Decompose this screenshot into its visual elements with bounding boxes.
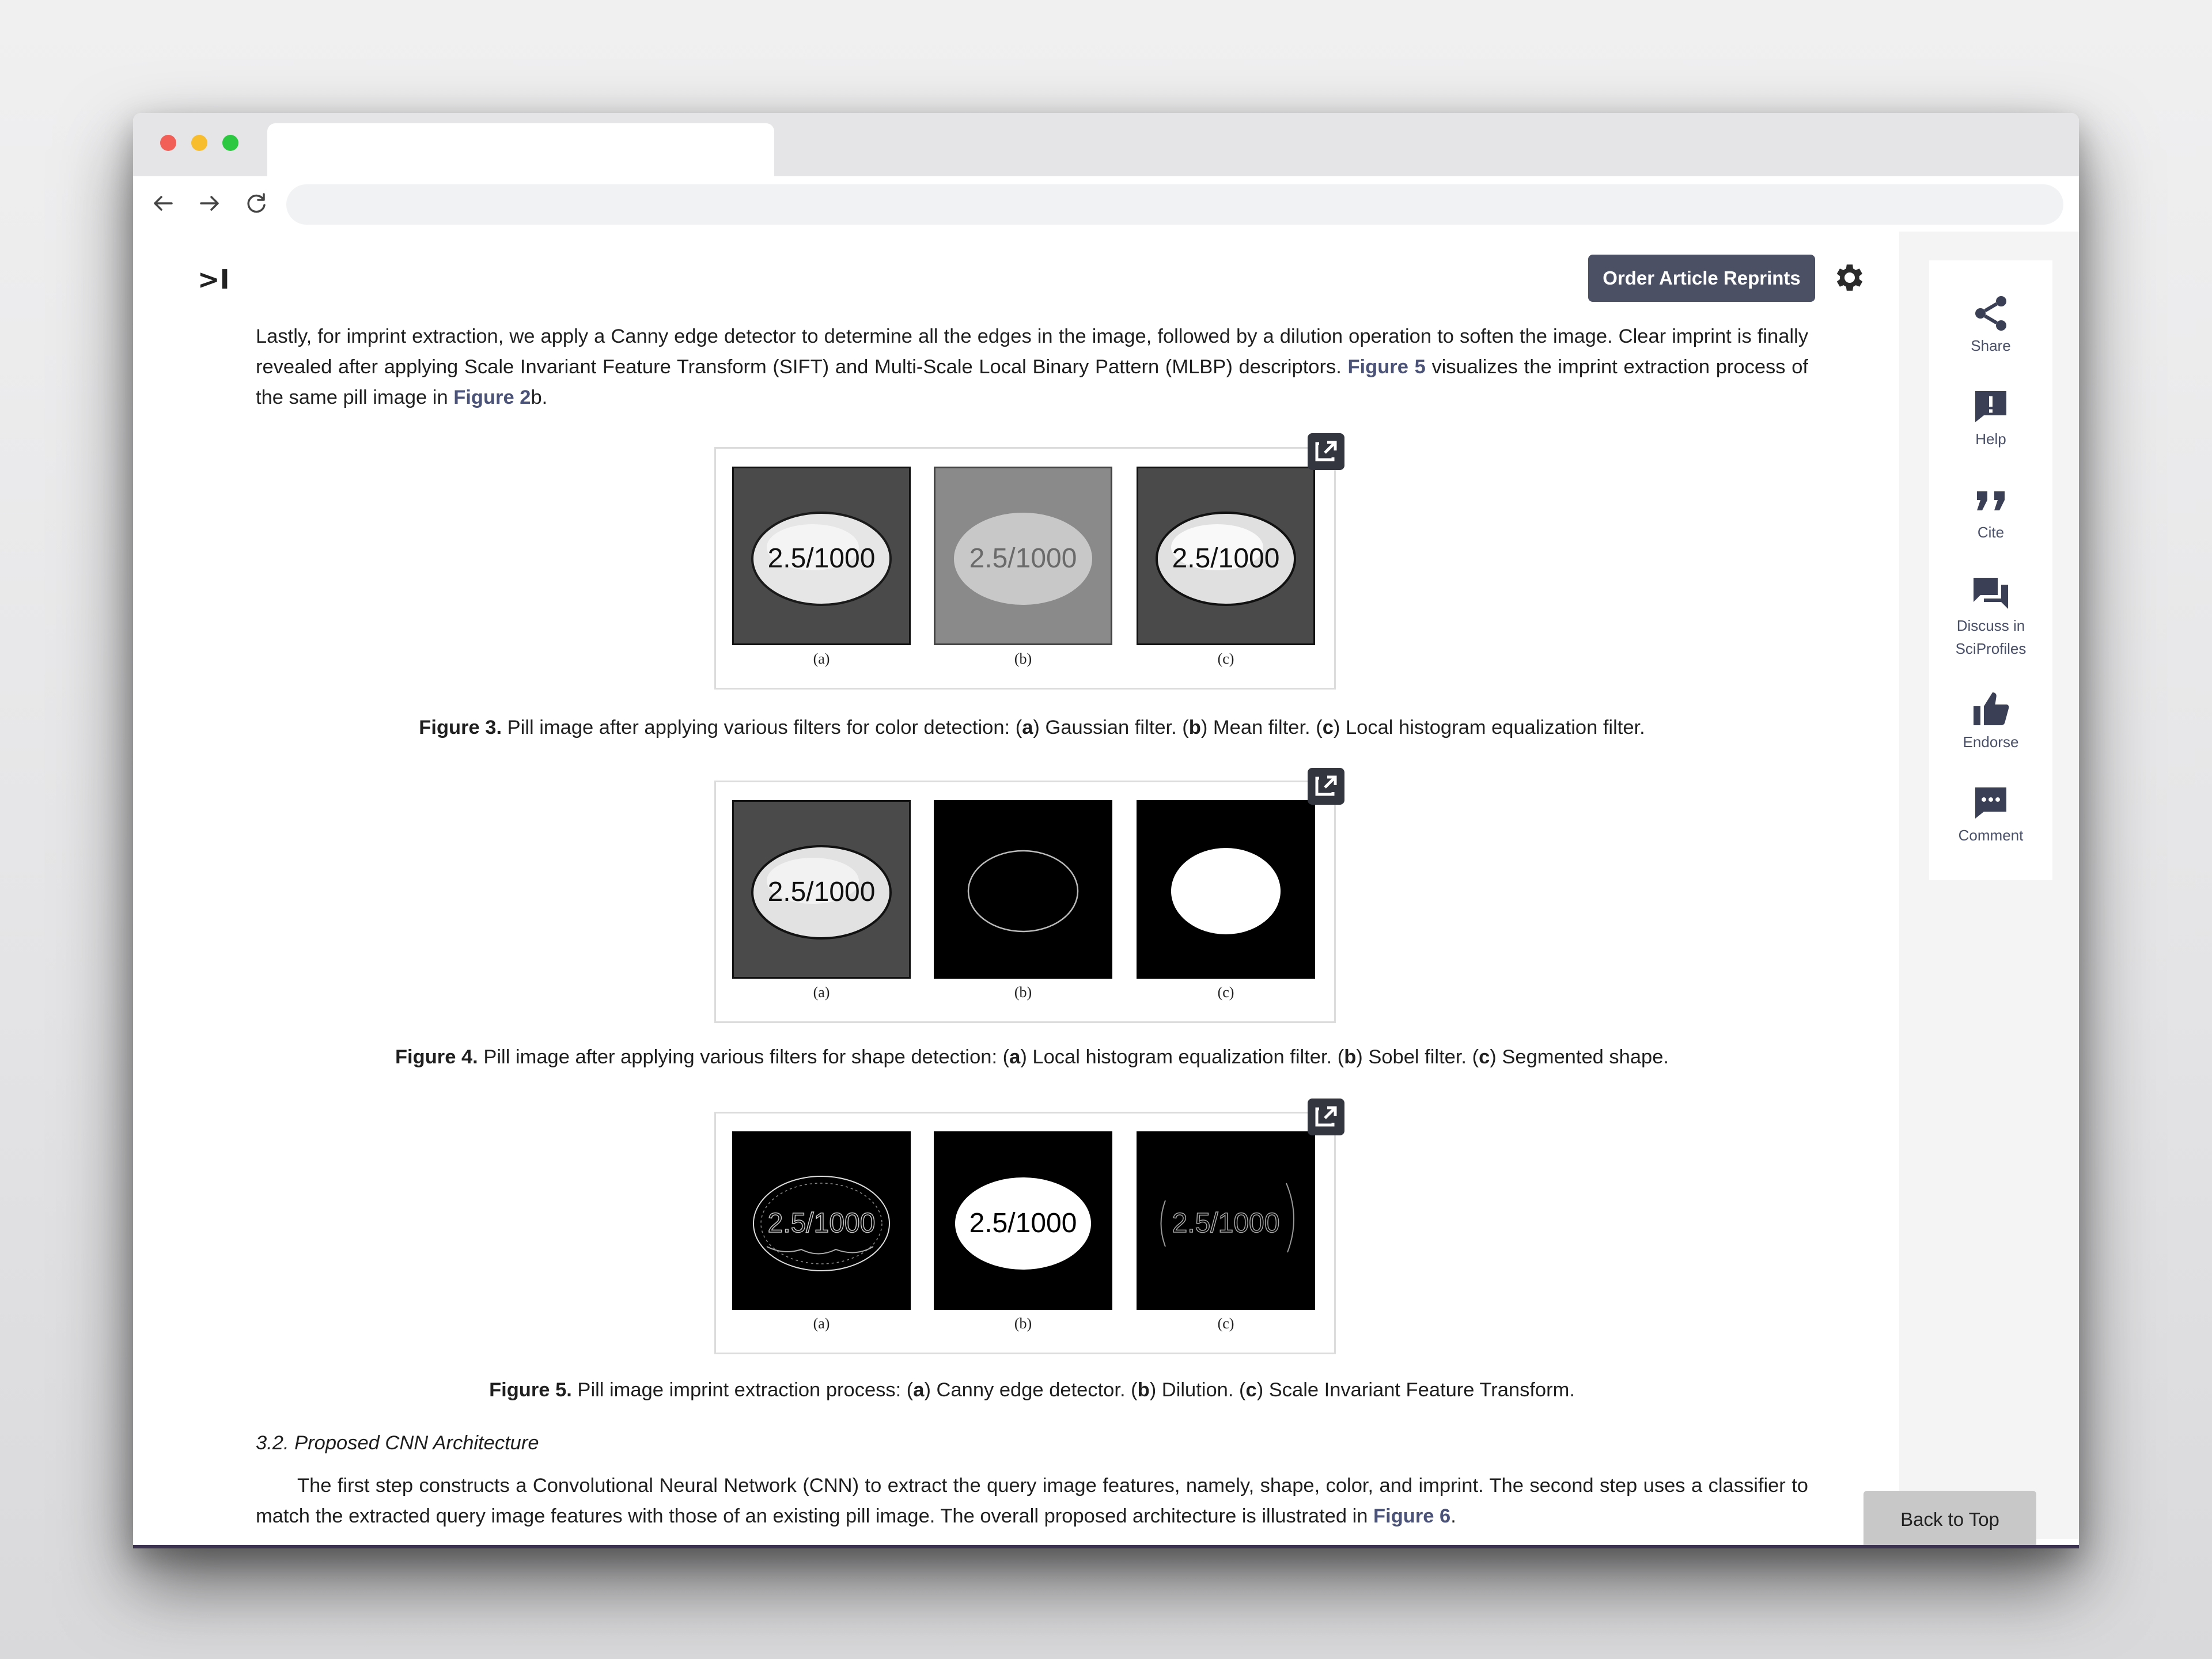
figure-3-panel-b — [934, 467, 1112, 645]
sidebar-card — [1929, 260, 2052, 880]
collapse-sidebar-button[interactable]: >I — [198, 264, 230, 295]
back-arrow-icon[interactable] — [149, 189, 177, 218]
endorse-label: Endorse — [1963, 733, 2019, 751]
figure-3-caption — [256, 713, 1808, 742]
figure-5-panel-c — [1137, 1131, 1315, 1310]
browser-tab[interactable] — [267, 123, 774, 176]
quote-icon — [1970, 479, 2012, 521]
panel-label: (a) — [813, 1315, 830, 1332]
caption-text: b — [1137, 1379, 1150, 1401]
thumbs-up-icon — [1970, 689, 2012, 730]
cite-button[interactable] — [1929, 479, 2052, 544]
figure-5-image[interactable] — [714, 1112, 1336, 1354]
caption-label: Figure 5. — [489, 1379, 572, 1401]
caption-text: ) Local histogram equalization filter. — [1333, 717, 1645, 738]
article-paragraph — [256, 321, 1808, 413]
discussion-icon — [1970, 573, 2012, 614]
caption-text: a — [913, 1379, 925, 1401]
figure-3-panel-c — [1137, 467, 1315, 645]
help-button[interactable] — [1929, 386, 2052, 450]
caption-text: b — [1344, 1046, 1357, 1068]
caption-text: c — [1479, 1046, 1490, 1068]
panel-label: (a) — [813, 984, 830, 1001]
panel-label: (b) — [1014, 650, 1032, 667]
figure-3-image[interactable] — [714, 447, 1336, 690]
caption-text: ) Dilution. ( — [1149, 1379, 1246, 1401]
navigation-bar — [133, 176, 2079, 232]
pill-imprint: 2.5/1000 — [767, 877, 876, 907]
figure-4-panel-b — [934, 800, 1112, 979]
caption-text: ) Segmented shape. — [1490, 1046, 1669, 1068]
figure-4-caption — [256, 1043, 1808, 1071]
figure-2-link[interactable]: Figure 2 — [453, 387, 531, 408]
paragraph-text: The first step constructs a Convolutional Neural Network (CNN) to extract the query image features, namely, shape, color, and imprint. The second step uses a classifier to match the extracted query image features with those of an existing pill image. The overall proposed architecture is illustrated in — [256, 1475, 1808, 1527]
article-paragraph — [256, 1471, 1808, 1532]
caption-text: ) Mean filter. ( — [1200, 717, 1323, 738]
caption-text: ) Gaussian filter. ( — [1033, 717, 1189, 738]
panel-label: (c) — [1217, 650, 1234, 667]
paragraph-text: visualizes the imprint extraction process of the same pill image in — [256, 356, 1808, 408]
caption-text: a — [1022, 717, 1033, 738]
cite-label: Cite — [1977, 524, 2005, 541]
expand-figure-icon[interactable] — [1308, 433, 1344, 470]
discuss-label: Discuss in SciProfiles — [1955, 617, 2027, 657]
paragraph-text: . — [1450, 1505, 1456, 1527]
figure-4-image[interactable] — [714, 781, 1336, 1023]
pill-imprint: 2.5/1000 — [969, 1208, 1077, 1238]
help-label: Help — [1975, 430, 2006, 448]
address-bar[interactable] — [286, 184, 2063, 225]
back-to-top-button[interactable]: Back to Top — [1863, 1491, 2036, 1545]
comment-icon — [1970, 782, 2012, 824]
order-reprints-button[interactable]: Order Article Reprints — [1588, 255, 1815, 302]
figure-5-panel-b — [934, 1131, 1112, 1310]
figure-4-panel-c — [1137, 800, 1315, 979]
maximize-window-button[interactable] — [222, 135, 238, 151]
forward-arrow-icon[interactable] — [195, 189, 224, 218]
paragraph-text: b. — [531, 387, 548, 408]
figure-4-panel-a — [732, 800, 911, 979]
share-icon — [1970, 293, 2012, 334]
gear-icon[interactable] — [1832, 260, 1868, 296]
expand-figure-icon[interactable] — [1308, 768, 1344, 805]
discuss-button[interactable] — [1929, 573, 2052, 660]
caption-text: c — [1245, 1379, 1257, 1401]
caption-text: ) Canny edge detector. ( — [924, 1379, 1138, 1401]
share-button[interactable] — [1929, 293, 2052, 357]
figure-5-link[interactable]: Figure 5 — [1347, 356, 1426, 378]
caption-text: Pill image after applying various filters for shape detection: ( — [478, 1046, 1010, 1068]
figure-5-panel-a — [732, 1131, 911, 1310]
comment-label: Comment — [1958, 827, 2024, 844]
figure-6-link[interactable]: Figure 6 — [1373, 1505, 1451, 1527]
panel-label: (c) — [1217, 984, 1234, 1001]
endorse-button[interactable] — [1929, 689, 2052, 753]
caption-text: b — [1188, 717, 1201, 738]
pill-imprint: 2.5/1000 — [767, 1208, 876, 1238]
pill-imprint: 2.5/1000 — [969, 543, 1077, 574]
figure-3-panel-a — [732, 467, 911, 645]
panel-label: (b) — [1014, 984, 1032, 1001]
caption-text: a — [1009, 1046, 1021, 1068]
pill-imprint: 2.5/1000 — [767, 543, 876, 574]
panel-label: (a) — [813, 650, 830, 667]
help-icon — [1970, 386, 2012, 427]
caption-text: Pill image after applying various filters for color detection: ( — [502, 717, 1022, 738]
panel-label: (b) — [1014, 1315, 1032, 1332]
paragraph-text: Lastly, for imprint extraction, we apply a Canny edge detector to determine all the edges in the image, followed by a dilution operation to soften the image. Clear imprint is finally revealed after applying Scale Invariant Feature Transform (SIFT) and Multi-Scale Local Binary Pattern (MLBP) descriptors. — [256, 325, 1808, 378]
reload-icon[interactable] — [242, 189, 271, 218]
caption-text: ) Scale Invariant Feature Transform. — [1256, 1379, 1575, 1401]
caption-text: c — [1322, 717, 1334, 738]
caption-text: ) Sobel filter. ( — [1356, 1046, 1479, 1068]
figure-5-caption — [256, 1376, 1808, 1404]
pill-imprint: 2.5/1000 — [1172, 1208, 1280, 1238]
expand-figure-icon[interactable] — [1308, 1099, 1344, 1135]
title-bar — [133, 113, 2079, 176]
section-heading: 3.2. Proposed CNN Architecture — [256, 1432, 539, 1454]
close-window-button[interactable] — [160, 135, 176, 151]
caption-text: Pill image imprint extraction process: ( — [571, 1379, 914, 1401]
caption-label: Figure 3. — [419, 717, 502, 738]
panel-label: (c) — [1217, 1315, 1234, 1332]
minimize-window-button[interactable] — [191, 135, 207, 151]
share-label: Share — [1971, 337, 2011, 354]
caption-text: ) Local histogram equalization filter. ( — [1020, 1046, 1344, 1068]
comment-button[interactable] — [1929, 782, 2052, 847]
pill-imprint: 2.5/1000 — [1172, 543, 1280, 574]
caption-label: Figure 4. — [395, 1046, 478, 1068]
